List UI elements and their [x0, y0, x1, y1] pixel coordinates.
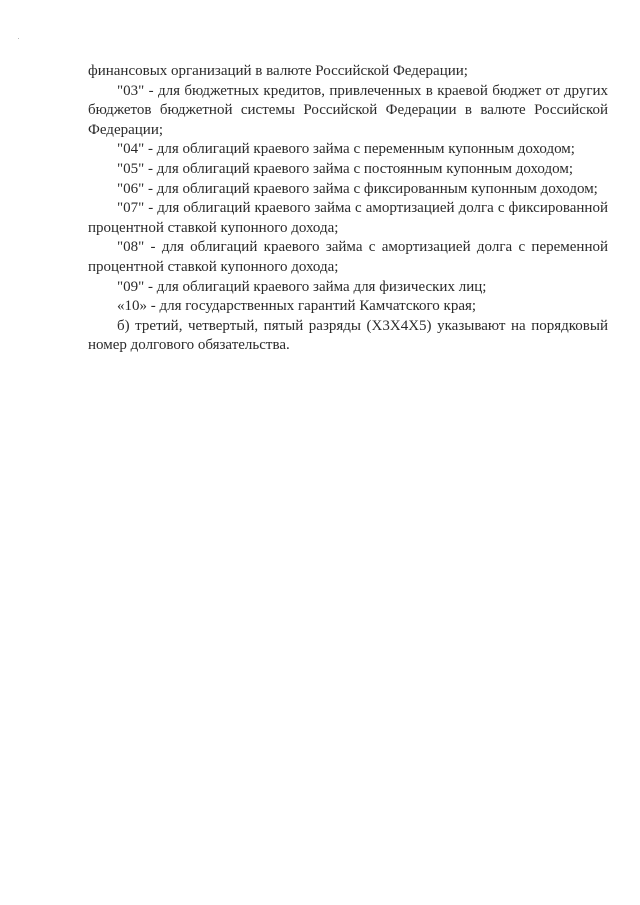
paragraph-code-03: "03" - для бюджетных кредитов, привлеченных в краевой бюджет от других бюджетов бюджетной системы Российской Федерации в валюте Российской Федерации; — [88, 82, 608, 138]
paragraph-code-10: «10» - для государственных гарантий Камчатского края; — [117, 298, 477, 315]
paragraph-code-08: "08" - для облигаций краевого займа с амортизацией долга с переменной процентной ставкой купонного дохода; — [88, 239, 608, 275]
paragraph-continuation: финансовых организаций в валюте Российской Федерации; — [88, 63, 468, 79]
scan-speck — [18, 38, 19, 39]
paragraph-code-04: "04" - для облигаций краевого займа с переменным купонным доходом; — [117, 141, 575, 158]
paragraph-code-06: "06" - для облигаций краевого займа с фиксированным купонным доходом; — [117, 180, 598, 197]
document-body — [88, 62, 608, 356]
paragraph-item-b: б) третий, четвертый, пятый разряды (X3X4X5) указывают на порядковый номер долгового обязательства. — [88, 317, 608, 354]
paragraph-code-09: "09" - для облигаций краевого займа для физических лиц; — [117, 278, 487, 295]
paragraph-code-07: "07" - для облигаций краевого займа с амортизацией долга с фиксированной процентной ставкой купонного дохода; — [88, 200, 608, 236]
paragraph-code-05: "05" - для облигаций краевого займа с постоянным купонным доходом; — [117, 160, 573, 177]
